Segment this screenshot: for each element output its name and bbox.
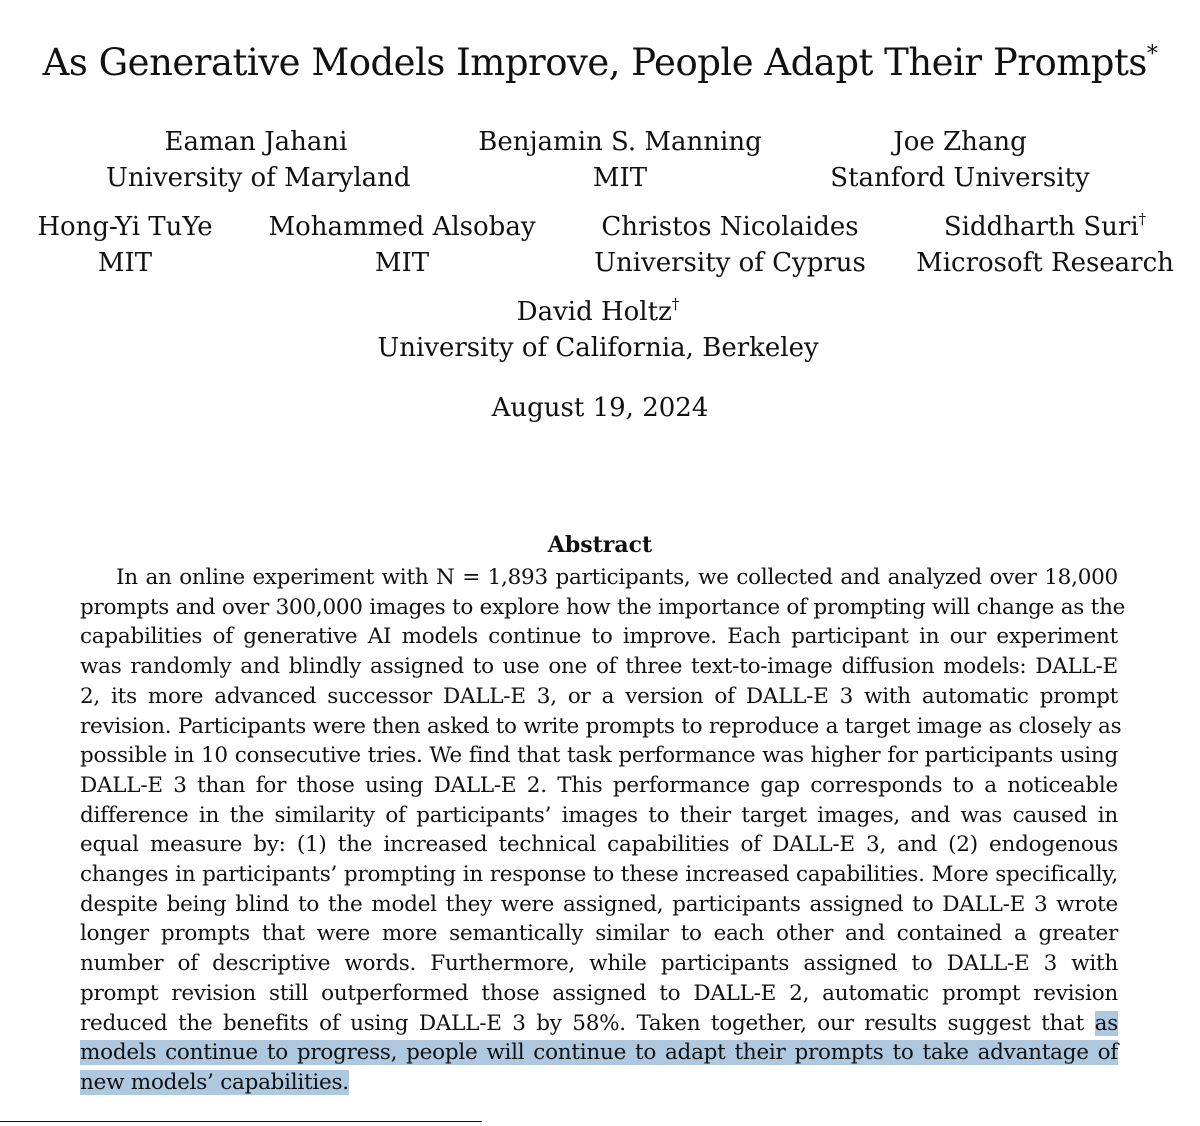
abstract-line: revision. Participants were then asked to write prompts to reproduce a target image as closely as xyxy=(80,713,1122,739)
author-affiliation: MIT xyxy=(374,248,430,278)
abstract-line: equal measure by: (1) the increased technical capabilities of DALL-E 3, and (2) endogenous xyxy=(80,832,1118,858)
abstract-line-highlighted xyxy=(80,1068,1118,1098)
highlighted-text[interactable]: as xyxy=(1094,1010,1118,1036)
author-affiliation: MIT xyxy=(97,248,153,278)
abstract-line: despite being blind to the model they were assigned, participants assigned to DALL-E 3 wrote xyxy=(80,891,1118,917)
author-name-text: David Holtz xyxy=(516,297,672,327)
title-footnote-mark: * xyxy=(1146,42,1158,67)
abstract-line: In an online experiment with N = 1,893 participants, we collected and analyzed over 18,000 xyxy=(116,565,1118,590)
highlighted-text[interactable]: new models’ capabilities. xyxy=(80,1069,349,1095)
abstract-line: difference in the similarity of participants’ images to their target images, and was caused in xyxy=(80,802,1118,828)
highlighted-text[interactable]: models continue to progress, people will continue to adapt their prompts to take advantage of xyxy=(80,1040,1118,1066)
abstract-line: prompt revision still outperformed those assigned to DALL-E 2, automatic prompt revision xyxy=(80,980,1118,1006)
abstract-line: was randomly and blindly assigned to use one of three text-to-image diffusion models: DALL-E xyxy=(80,654,1118,680)
author-name: Eaman Jahani xyxy=(164,127,348,157)
author-affiliation: University of Maryland xyxy=(106,163,411,193)
abstract-line: changes in participants’ prompting in response to these increased capabilities. More specifically, xyxy=(80,862,1118,888)
publication-date: August 19, 2024 xyxy=(491,393,709,423)
author-name: Benjamin S. Manning xyxy=(478,127,762,157)
author-block xyxy=(106,124,411,196)
abstract-line-text: reduced the benefits of using DALL-E 3 by 58%. Taken together, our results suggest that xyxy=(80,1010,1085,1036)
author-block xyxy=(10,209,240,281)
paper-title xyxy=(0,38,1200,88)
author-block xyxy=(810,124,1110,196)
author-name: Joe Zhang xyxy=(893,127,1027,157)
abstract-line: number of descriptive words. Furthermore, while participants assigned to DALL-E 3 with xyxy=(80,951,1118,977)
author-name: Hong-Yi TuYe xyxy=(37,212,213,242)
author-name xyxy=(915,209,1175,245)
author-affiliation: Microsoft Research xyxy=(916,248,1174,278)
author-block xyxy=(580,209,880,281)
abstract-line: capabilities of generative AI models continue to improve. Each participant in our experiment xyxy=(80,624,1118,650)
abstract-heading: Abstract xyxy=(547,532,653,558)
author-name: Mohammed Alsobay xyxy=(268,212,536,242)
abstract-line: longer prompts that were more semantically similar to each other and contained a greater xyxy=(80,921,1118,947)
abstract-line: DALL-E 3 than for those using DALL-E 2. This performance gap corresponds to a noticeable xyxy=(80,772,1118,798)
footnote-rule xyxy=(0,1121,482,1122)
author-name-text: Siddharth Suri xyxy=(943,212,1139,242)
abstract-line: possible in 10 consecutive tries. We find that task performance was higher for participants using xyxy=(80,743,1118,769)
author-footnote-mark: † xyxy=(1138,210,1147,228)
abstract-body[interactable] xyxy=(80,563,1126,1098)
author-block xyxy=(915,209,1175,281)
author-affiliation: MIT xyxy=(592,163,648,193)
author-affiliation: University of California, Berkeley xyxy=(377,333,819,363)
abstract-line xyxy=(80,1009,1118,1039)
abstract-line: 2, its more advanced successor DALL-E 3, or a version of DALL-E 3 with automatic prompt xyxy=(80,683,1118,709)
author-name xyxy=(348,294,848,330)
abstract-line-highlighted xyxy=(80,1038,1118,1068)
author-block xyxy=(348,294,848,366)
paper-title-text: As Generative Models Improve, People Adapt Their Prompts xyxy=(42,41,1147,84)
author-name: Christos Nicolaides xyxy=(601,212,859,242)
author-block xyxy=(470,124,770,196)
author-affiliation: University of Cyprus xyxy=(594,248,866,278)
abstract-line: prompts and over 300,000 images to explore how the importance of prompting will change as the xyxy=(80,594,1126,620)
author-footnote-mark: † xyxy=(671,295,680,313)
author-affiliation: Stanford University xyxy=(830,163,1090,193)
author-block xyxy=(262,209,542,281)
